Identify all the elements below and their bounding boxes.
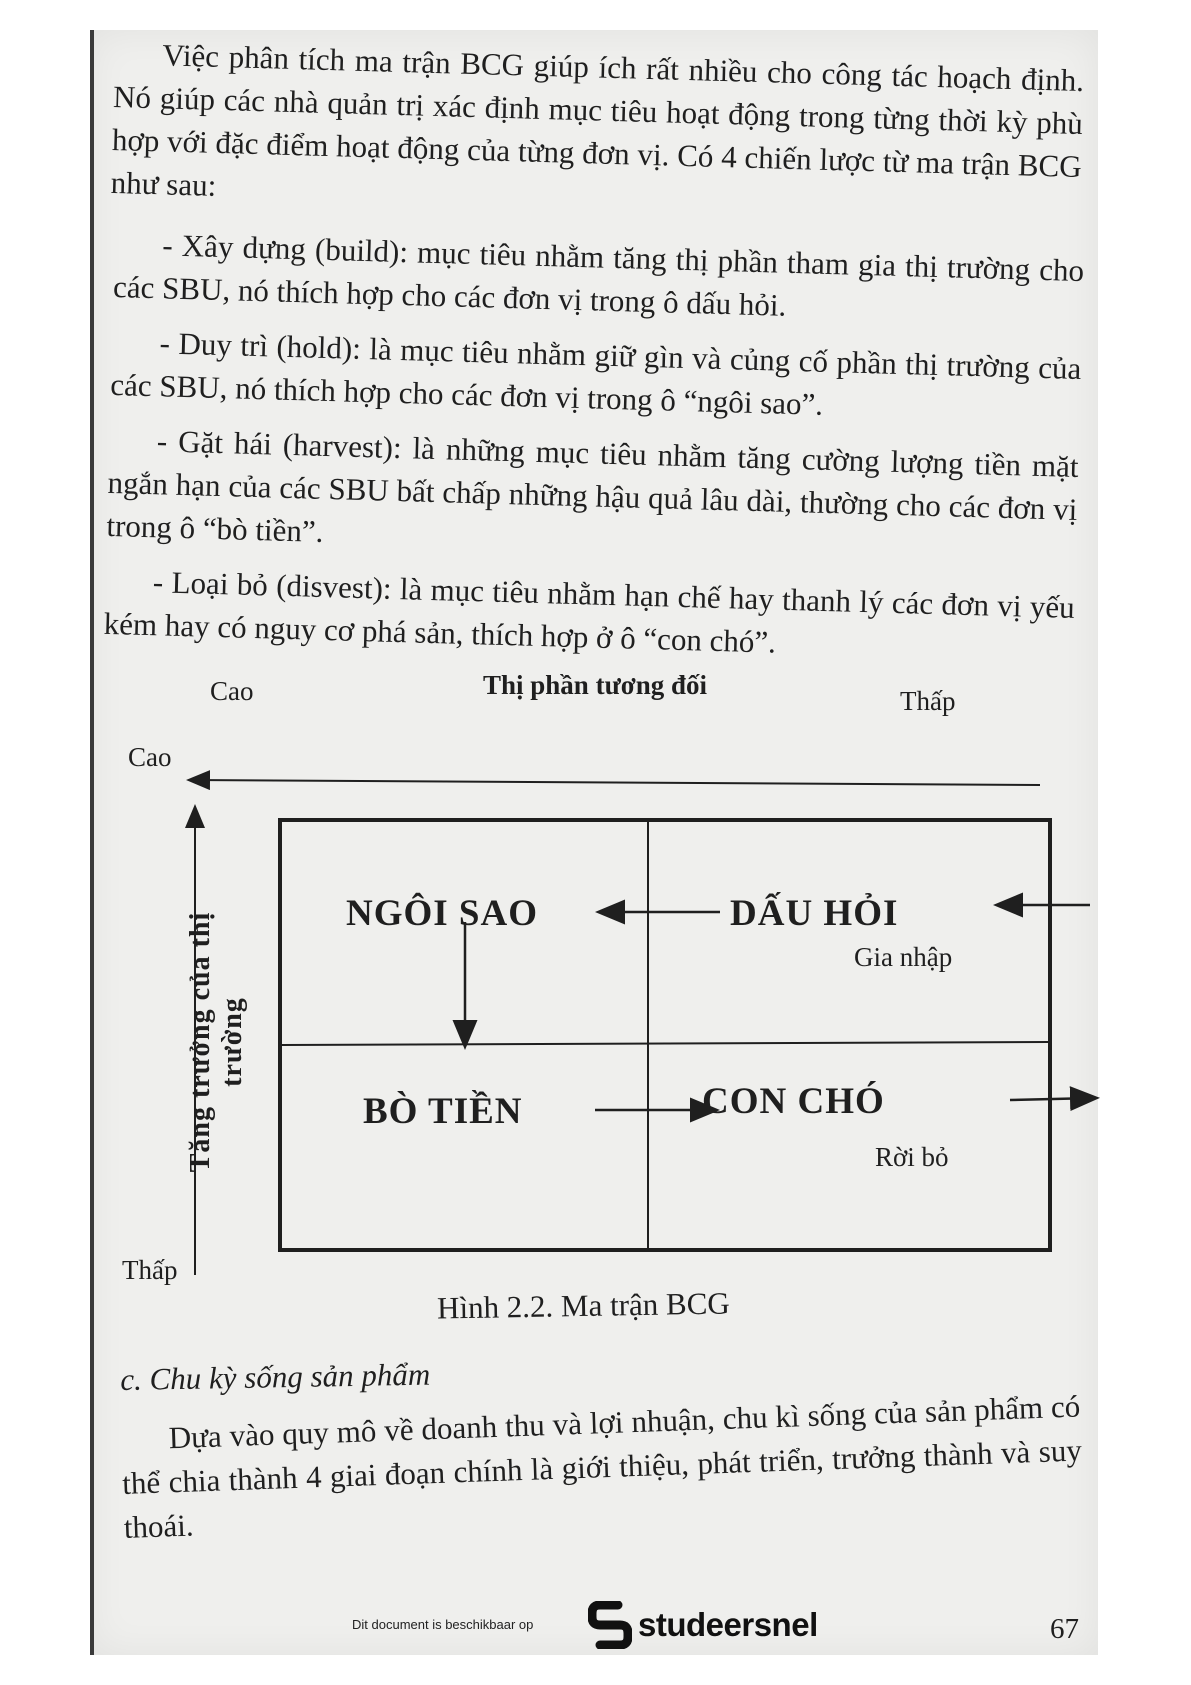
intro-text: Việc phân tích ma trận BCG giúp ích rất nhiều cho công tác hoạch định. Nó giúp các nhà quản trị xác định mục tiêu hoạt động trong từng thời kỳ phù hợp với đặc điểm hoạt động của từng đơn vị. Có 4 chiến lược từ ma trận BCG như sau: [110, 37, 1085, 203]
section-title: Chu kỳ sống sản phẩm [149, 1356, 431, 1397]
page-edge [90, 30, 94, 1655]
arrow-exit [1010, 1098, 1095, 1100]
section-text: Dựa vào quy mô về doanh thu và lợi nhuận, chu kì sống của sản phẩm có thể chia thành 4 giai đoạn chính là giới thiệu, phát triển, trưởng thành và suy thoái. [121, 1388, 1083, 1545]
bcg-matrix-figure [110, 670, 1100, 1360]
x-axis-title: Thị phần tương đối [483, 670, 708, 700]
section-prefix: c. [120, 1361, 143, 1397]
x-axis-arrow [190, 780, 1040, 785]
quadrant-cow: BÒ TIỀN [363, 1091, 523, 1132]
matrix-horizontal-divider [282, 1042, 1048, 1045]
exit-label: Rời bỏ [875, 1142, 949, 1172]
intro-paragraph [110, 32, 1085, 243]
footer-note: Dit document is beschikbaar op [352, 1617, 534, 1632]
brand-logo[interactable] [588, 1601, 818, 1649]
figure-caption: Hình 2.2. Ma trận BCG [436, 1285, 731, 1326]
brand-name: studeersnel [638, 1606, 818, 1643]
y-axis-title: Tăng trưởng của thị trường [185, 911, 248, 1173]
x-low-label: Thấp [900, 686, 956, 716]
quadrant-star: NGÔI SAO [346, 893, 539, 934]
y-low-label: Thấp [122, 1255, 178, 1285]
matrix-box [280, 820, 1050, 1250]
section-heading [120, 1357, 431, 1398]
y-high-label: Cao [128, 742, 172, 772]
quadrant-question: DẤU HỎI [730, 893, 899, 934]
strategy-divest: - Loại bỏ (disvest): là mục tiêu nhằm hạn chế hay thanh lý các đơn vị yếu kém hay có nguy cơ phá sản, thích hợp ở ô “con chó”. [103, 564, 1076, 660]
strategy-hold: - Duy trì (hold): là mục tiêu nhằm giữ gìn và củng cố phần thị trường của các SBU, nó thích hợp cho các đơn vị trong ô “ngôi sao”. [109, 325, 1082, 422]
studeersnel-logo-icon [588, 1601, 632, 1649]
x-high-label: Cao [210, 676, 254, 706]
page-number: 67 [1050, 1613, 1079, 1645]
entry-label: Gia nhập [854, 942, 953, 972]
quadrant-dog: CON CHÓ [702, 1081, 885, 1122]
strategy-build: - Xây dựng (build): mục tiêu nhằm tăng thị phần tham gia thị trường cho các SBU, nó thích hợp cho các đơn vị trong ô dấu hỏi. [112, 227, 1085, 323]
strategy-harvest: - Gặt hái (harvest): là những mục tiêu nhằm tăng cường lượng tiền mặt ngắn hạn của các SBU bất chấp những hậu quả lâu dài, thường cho các đơn vị trong ô “bò tiền”. [106, 423, 1080, 549]
strategy-list [103, 222, 1085, 684]
bcg-matrix-diagram [110, 700, 1100, 1300]
